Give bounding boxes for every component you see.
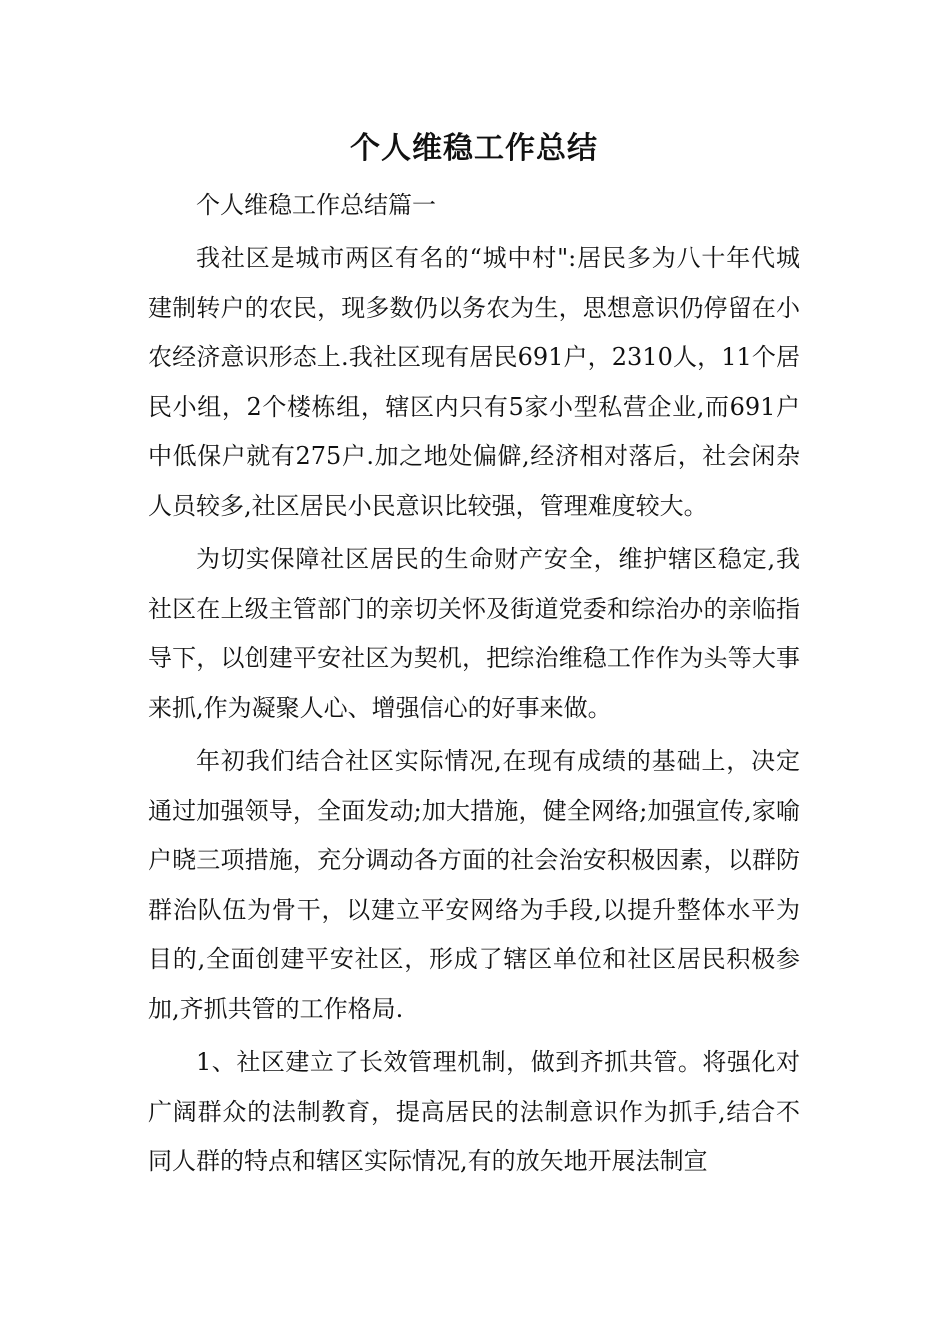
document-body [148,124,800,1191]
paragraph-1: 我社区是城市两区有名的“城中村":居民多为八十年代城建制转户的农民，现多数仍以务农为生，思想意识仍停留在小农经济意识形态上.我社区现有居民691户，2310人，11个居民小组，2个楼栋组，辖区内只有5家小型私营企业,而691户中低保户就有275户.加之地处偏僻,经济相对落后，社会闲杂人员较多,社区居民小民意识比较强，管理难度较大。 [148,244,800,520]
section-heading: 个人维稳工作总结篇一 [196,191,436,219]
paragraph-2: 为切实保障社区居民的生命财产安全，维护辖区稳定,我社区在上级主管部门的亲切关怀及街道党委和综治办的亲临指导下，以创建平安社区为契机，把综治维稳工作作为头等大事来抓,作为凝聚人心、增强信心的好事来做。 [148,545,800,722]
paragraph-3: 年初我们结合社区实际情况,在现有成绩的基础上，决定通过加强领导，全面发动;加大措施，健全网络;加强宣传,家喻户晓三项措施，充分调动各方面的社会治安积极因素，以群防群治队伍为骨干，以建立平安网络为手段,以提升整体水平为目的,全面创建平安社区，形成了辖区单位和社区居民积极参加,齐抓共管的工作格局. [148,747,800,1023]
paragraph-4: 1、社区建立了长效管理机制，做到齐抓共管。将强化对广阔群众的法制教育，提高居民的法制意识作为抓手,结合不同人群的特点和辖区实际情况,有的放矢地开展法制宣 [148,1048,800,1175]
document-title: 个人维稳工作总结 [350,131,598,166]
